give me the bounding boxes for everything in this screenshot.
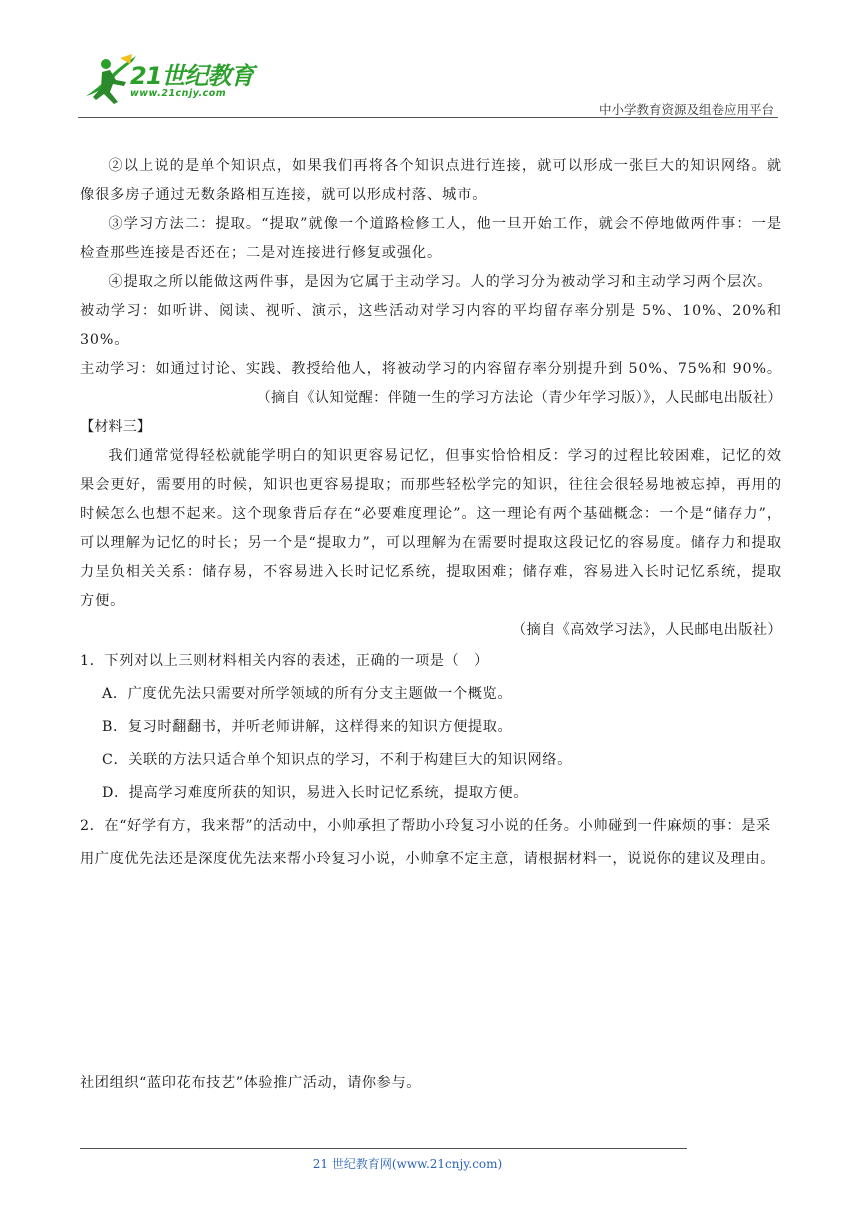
logo-text: 21世纪教育 [130, 62, 254, 90]
question-1-stem: 1．下列对以上三则材料相关内容的表述，正确的一项是（ ） [80, 653, 489, 669]
document-body [80, 152, 782, 876]
material3-heading: 【材料三】 [80, 419, 151, 435]
material3-body: 我们通常觉得轻松就能学明白的知识更容易记忆，但事实恰恰相反：学习的过程比较困难，记忆的效果会更好，需要用的时候，知识也更容易提取；而那些轻松学完的知识，往往会很轻易地被忘掉，再用的时候怎么也想不起来。这个现象背后存在“必要难度理论”。这一理论有两个基础概念：一个是“储存力”，可以理解为记忆的时长；另一个是“提取力”，可以理解为在需要时提取这段记忆的容易度。储存力和提取力呈负相关关系：储存易，不容易进入长时记忆系统，提取困难；储存难，容易进入长时记忆系统，提取方便。 [80, 448, 782, 609]
header-divider [78, 117, 778, 118]
question-1-option-a: A．广度优先法只需要对所学领域的所有分支主题做一个概览。 [102, 686, 513, 702]
question-2-stem: 2．在“好学有方，我来帮”的活动中，小帅承担了帮助小玲复习小说的任务。小帅碰到一件麻烦的事：是采用广度优先法还是深度优先法来帮小玲复习小说，小帅拿不定主意，请根据材料一，说说你的建议及理由。 [80, 818, 776, 867]
material2-source: （摘自《认知觉醒：伴随一生的学习方法论（青少年学习版）》，人民邮电出版社） [256, 390, 782, 406]
page-footer [0, 1155, 860, 1172]
material2-paragraph-3: ③学习方法二：提取。“提取”就像一个道路检修工人，他一旦开始工作，就会不停地做两件事：一是检查那些连接是否还在；二是对连接进行修复或强化。 [80, 216, 782, 261]
logo-url: www.21cnjy.com [130, 88, 227, 99]
question-1-option-d: D．提高学习难度所获的知识，易进入长时记忆系统，提取方便。 [102, 785, 529, 801]
passive-learning-text: 被动学习：如听讲、阅读、视听、演示，这些活动对学习内容的平均留存率分别是 5%、10%、20%和 30%。 [80, 303, 782, 348]
page-header [0, 0, 860, 125]
activity-intro: 社团组织“蓝印花布技艺”体验推广活动，请你参与。 [80, 1075, 422, 1091]
platform-name: 中小学教育资源及组卷应用平台 [598, 102, 774, 117]
question-1-option-c: C．关联的方法只适合单个知识点的学习，不利于构建巨大的知识网络。 [102, 752, 572, 768]
footer-divider [80, 1148, 687, 1149]
active-learning-text: 主动学习：如通过讨论、实践、教授给他人，将被动学习的内容留存率分别提升到 50%、75%和 90%。 [80, 361, 782, 377]
material3-source: （摘自《高效学习法》，人民邮电出版社） [511, 622, 782, 638]
material2-paragraph-4: ④提取之所以能做这两件事，是因为它属于主动学习。人的学习分为被动学习和主动学习两个层次。 [108, 274, 773, 290]
site-logo [80, 52, 280, 108]
material2-paragraph-2: ②以上说的是单个知识点，如果我们再将各个知识点进行连接，就可以形成一张巨大的知识网络。就像很多房子通过无数条路相互连接，就可以形成村落、城市。 [80, 158, 782, 203]
footer-site-text: 21 世纪教育网(www.21cnjy.com) [312, 1157, 503, 1171]
question-1-option-b: B．复习时翻翻书，并听老师讲解，这样得来的知识方便提取。 [102, 719, 513, 735]
